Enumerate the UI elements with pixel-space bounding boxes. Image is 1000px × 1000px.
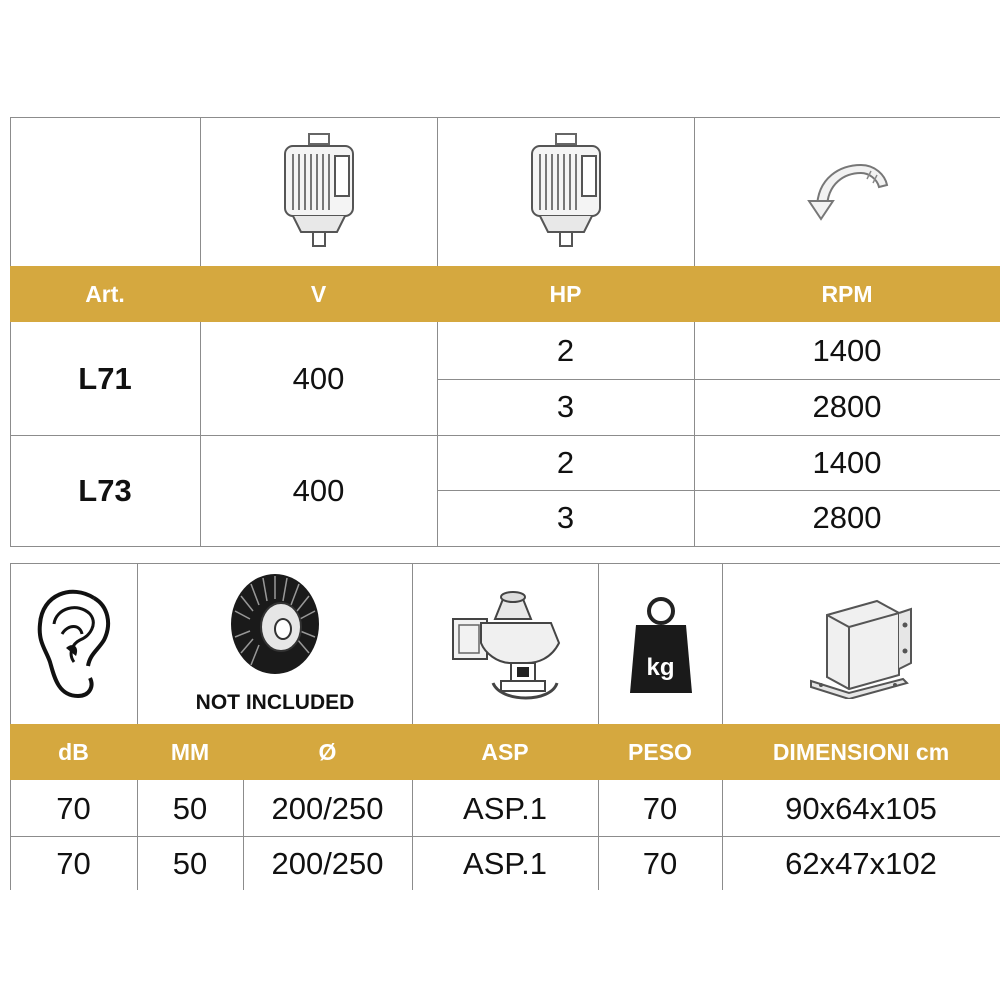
art-cell: L71 bbox=[78, 361, 132, 396]
rpm-cell: 2800 bbox=[812, 389, 882, 424]
art-cell: L73 bbox=[78, 472, 132, 508]
asp-cell: ASP.1 bbox=[463, 790, 547, 826]
header-rpm: RPM bbox=[694, 266, 1000, 322]
motor-icon bbox=[438, 118, 694, 266]
not-included-label: NOT INCLUDED bbox=[195, 691, 355, 714]
rpm-cell: 2800 bbox=[812, 500, 882, 535]
dimensioni-cell: 90x64x105 bbox=[785, 790, 937, 826]
rpm-cell: 1400 bbox=[812, 444, 882, 480]
rotation-arrow-icon bbox=[695, 118, 1000, 266]
diameter-cell: 200/250 bbox=[271, 790, 384, 826]
box-dimensions-icon bbox=[723, 564, 1000, 724]
header-hp: HP bbox=[437, 266, 694, 322]
header-db: dB bbox=[10, 724, 137, 780]
hp-cell: 2 bbox=[556, 444, 575, 480]
header-peso: PESO bbox=[598, 724, 722, 780]
aspirator-icon bbox=[413, 564, 598, 724]
kg-label: kg bbox=[646, 654, 675, 681]
header-mm: MM bbox=[137, 724, 243, 780]
ear-icon bbox=[11, 564, 137, 724]
voltage-cell: 400 bbox=[292, 472, 345, 508]
asp-cell: ASP.1 bbox=[463, 845, 547, 881]
header-diameter: Ø bbox=[243, 724, 412, 780]
mm-cell: 50 bbox=[172, 790, 208, 826]
peso-cell: 70 bbox=[642, 845, 678, 881]
motor-icon bbox=[201, 118, 437, 266]
fan-wheel-icon bbox=[138, 564, 412, 684]
header-asp: ASP bbox=[412, 724, 598, 780]
voltage-cell: 400 bbox=[292, 361, 345, 396]
weight-kg-icon bbox=[599, 564, 722, 724]
header-v: V bbox=[200, 266, 437, 322]
divider bbox=[10, 546, 1000, 547]
header-dimensioni: DIMENSIONI cm bbox=[722, 724, 1000, 780]
rpm-cell: 1400 bbox=[812, 333, 882, 368]
peso-cell: 70 bbox=[642, 790, 678, 826]
db-cell: 70 bbox=[56, 845, 91, 881]
mm-cell: 50 bbox=[172, 845, 208, 881]
db-cell: 70 bbox=[56, 790, 91, 826]
hp-cell: 3 bbox=[556, 389, 575, 424]
diameter-cell: 200/250 bbox=[271, 845, 384, 881]
hp-cell: 2 bbox=[556, 333, 575, 368]
dimensioni-cell: 62x47x102 bbox=[785, 845, 937, 881]
hp-cell: 3 bbox=[556, 500, 575, 535]
header-art: Art. bbox=[10, 266, 200, 322]
